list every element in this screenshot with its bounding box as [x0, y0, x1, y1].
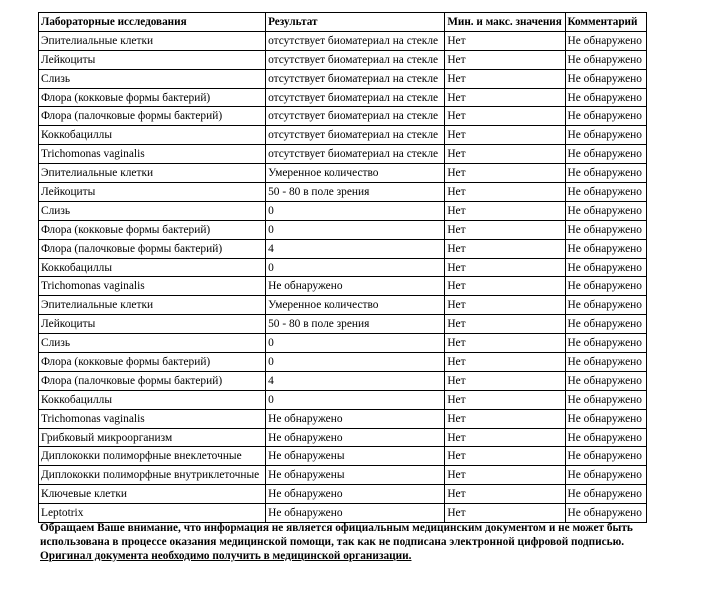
cell-result: 0	[266, 334, 445, 353]
cell-result: 50 - 80 в поле зрения	[266, 183, 445, 202]
notice-line-1: Обращаем Ваше внимание, что информация не является официальным медицинским документом и не может быть	[40, 522, 633, 534]
cell-comment: Не обнаружено	[565, 239, 647, 258]
cell-test-name: Слизь	[39, 69, 266, 88]
cell-result: отсутствует биоматериал на стекле	[266, 88, 445, 107]
cell-test-name: Флора (палочковые формы бактерий)	[39, 371, 266, 390]
cell-min-max: Нет	[445, 258, 565, 277]
cell-min-max: Нет	[445, 466, 565, 485]
table-row	[39, 107, 647, 126]
cell-min-max: Нет	[445, 428, 565, 447]
cell-comment: Не обнаружено	[565, 428, 647, 447]
table-body	[39, 31, 647, 522]
cell-result: Не обнаружено	[266, 485, 445, 504]
cell-test-name: Флора (кокковые формы бактерий)	[39, 220, 266, 239]
cell-comment: Не обнаружено	[565, 126, 647, 145]
cell-test-name: Лейкоциты	[39, 183, 266, 202]
cell-min-max: Нет	[445, 277, 565, 296]
cell-test-name: Слизь	[39, 334, 266, 353]
table-row	[39, 353, 647, 372]
table-row	[39, 201, 647, 220]
cell-comment: Не обнаружено	[565, 277, 647, 296]
cell-comment: Не обнаружено	[565, 183, 647, 202]
cell-min-max: Нет	[445, 88, 565, 107]
cell-test-name: Коккобациллы	[39, 126, 266, 145]
cell-comment: Не обнаружено	[565, 201, 647, 220]
cell-result: отсутствует биоматериал на стекле	[266, 107, 445, 126]
cell-min-max: Нет	[445, 371, 565, 390]
table-row	[39, 409, 647, 428]
cell-comment: Не обнаружено	[565, 334, 647, 353]
cell-result: Умеренное количество	[266, 296, 445, 315]
cell-comment: Не обнаружено	[565, 31, 647, 50]
cell-result: 0	[266, 390, 445, 409]
cell-comment: Не обнаружено	[565, 88, 647, 107]
table-row	[39, 315, 647, 334]
table-row	[39, 183, 647, 202]
cell-min-max: Нет	[445, 353, 565, 372]
table-row	[39, 31, 647, 50]
table-row	[39, 239, 647, 258]
cell-min-max: Нет	[445, 107, 565, 126]
header-range: Мин. и макс. значения	[445, 13, 565, 32]
cell-min-max: Нет	[445, 126, 565, 145]
cell-test-name: Лейкоциты	[39, 315, 266, 334]
cell-min-max: Нет	[445, 296, 565, 315]
table-row	[39, 390, 647, 409]
cell-min-max: Нет	[445, 69, 565, 88]
cell-comment: Не обнаружено	[565, 315, 647, 334]
cell-min-max: Нет	[445, 409, 565, 428]
table-row	[39, 447, 647, 466]
cell-result: отсутствует биоматериал на стекле	[266, 126, 445, 145]
cell-result: Не обнаружено	[266, 409, 445, 428]
cell-comment: Не обнаружено	[565, 504, 647, 523]
table-row	[39, 145, 647, 164]
cell-comment: Не обнаружено	[565, 50, 647, 69]
disclaimer-notice	[40, 522, 670, 563]
table-row	[39, 296, 647, 315]
cell-comment: Не обнаружено	[565, 258, 647, 277]
table-row	[39, 69, 647, 88]
cell-comment: Не обнаружено	[565, 69, 647, 88]
table-row	[39, 258, 647, 277]
cell-test-name: Диплококки полиморфные внеклеточные	[39, 447, 266, 466]
cell-comment: Не обнаружено	[565, 296, 647, 315]
cell-test-name: Слизь	[39, 201, 266, 220]
cell-min-max: Нет	[445, 315, 565, 334]
cell-test-name: Флора (палочковые формы бактерий)	[39, 107, 266, 126]
table-row	[39, 164, 647, 183]
cell-test-name: Leptotrix	[39, 504, 266, 523]
table-row	[39, 485, 647, 504]
cell-test-name: Эпителиальные клетки	[39, 31, 266, 50]
cell-result: отсутствует биоматериал на стекле	[266, 145, 445, 164]
cell-test-name: Коккобациллы	[39, 390, 266, 409]
cell-result: Не обнаружено	[266, 428, 445, 447]
cell-min-max: Нет	[445, 164, 565, 183]
notice-line-2: использована в процессе оказания медицинской помощи, так как не подписана электронной цифровой подписью.	[40, 535, 625, 548]
cell-comment: Не обнаружено	[565, 447, 647, 466]
cell-result: Не обнаружено	[266, 277, 445, 296]
cell-test-name: Грибковый микроорганизм	[39, 428, 266, 447]
cell-test-name: Ключевые клетки	[39, 485, 266, 504]
cell-min-max: Нет	[445, 239, 565, 258]
cell-min-max: Нет	[445, 145, 565, 164]
cell-result: отсутствует биоматериал на стекле	[266, 50, 445, 69]
cell-min-max: Нет	[445, 201, 565, 220]
table-row	[39, 126, 647, 145]
cell-comment: Не обнаружено	[565, 107, 647, 126]
cell-result: 4	[266, 371, 445, 390]
cell-test-name: Коккобациллы	[39, 258, 266, 277]
table-row	[39, 371, 647, 390]
cell-comment: Не обнаружено	[565, 371, 647, 390]
cell-result: 0	[266, 258, 445, 277]
table-row	[39, 428, 647, 447]
cell-test-name: Флора (кокковые формы бактерий)	[39, 353, 266, 372]
cell-test-name: Эпителиальные клетки	[39, 164, 266, 183]
header-comment: Комментарий	[565, 13, 647, 32]
cell-result: отсутствует биоматериал на стекле	[266, 69, 445, 88]
cell-result: отсутствует биоматериал на стекле	[266, 31, 445, 50]
table-row	[39, 88, 647, 107]
cell-comment: Не обнаружено	[565, 220, 647, 239]
lab-results-table	[38, 12, 647, 523]
cell-test-name: Trichomonas vaginalis	[39, 277, 266, 296]
cell-min-max: Нет	[445, 485, 565, 504]
cell-test-name: Флора (кокковые формы бактерий)	[39, 88, 266, 107]
cell-result: 4	[266, 239, 445, 258]
table-row	[39, 50, 647, 69]
cell-test-name: Trichomonas vaginalis	[39, 409, 266, 428]
table-row	[39, 504, 647, 523]
cell-result: 50 - 80 в поле зрения	[266, 315, 445, 334]
cell-min-max: Нет	[445, 504, 565, 523]
cell-result: 0	[266, 220, 445, 239]
table-row	[39, 334, 647, 353]
notice-line-3: Оригинал документа необходимо получить в медицинской организации.	[40, 549, 412, 562]
cell-test-name: Диплококки полиморфные внутриклеточные	[39, 466, 266, 485]
cell-test-name: Флора (палочковые формы бактерий)	[39, 239, 266, 258]
cell-test-name: Лейкоциты	[39, 50, 266, 69]
cell-result: Не обнаружены	[266, 466, 445, 485]
cell-result: 0	[266, 201, 445, 220]
cell-comment: Не обнаружено	[565, 145, 647, 164]
cell-comment: Не обнаружено	[565, 485, 647, 504]
cell-result: Умеренное количество	[266, 164, 445, 183]
cell-test-name: Эпителиальные клетки	[39, 296, 266, 315]
cell-comment: Не обнаружено	[565, 409, 647, 428]
table-header-row	[39, 13, 647, 32]
table-row	[39, 220, 647, 239]
header-result: Результат	[266, 13, 445, 32]
table-row	[39, 277, 647, 296]
cell-result: Не обнаружено	[266, 504, 445, 523]
cell-comment: Не обнаружено	[565, 390, 647, 409]
cell-min-max: Нет	[445, 31, 565, 50]
cell-min-max: Нет	[445, 183, 565, 202]
cell-min-max: Нет	[445, 50, 565, 69]
cell-result: 0	[266, 353, 445, 372]
header-name: Лабораторные исследования	[39, 13, 266, 32]
cell-comment: Не обнаружено	[565, 164, 647, 183]
cell-min-max: Нет	[445, 220, 565, 239]
cell-min-max: Нет	[445, 390, 565, 409]
cell-comment: Не обнаружено	[565, 353, 647, 372]
cell-min-max: Нет	[445, 334, 565, 353]
cell-test-name: Trichomonas vaginalis	[39, 145, 266, 164]
table-row	[39, 466, 647, 485]
cell-comment: Не обнаружено	[565, 466, 647, 485]
cell-result: Не обнаружены	[266, 447, 445, 466]
cell-min-max: Нет	[445, 447, 565, 466]
